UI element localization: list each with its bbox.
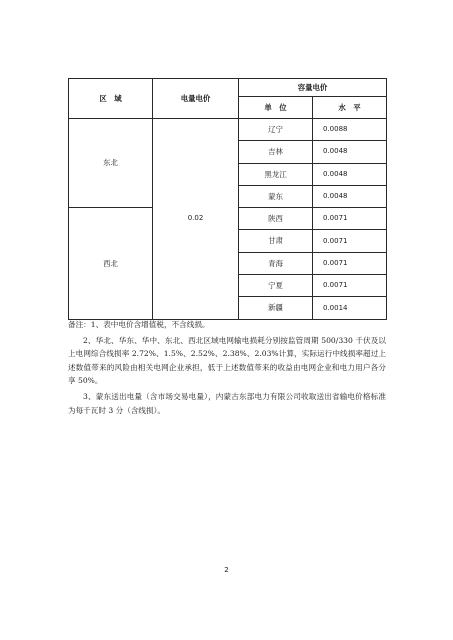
header-unit: 单 位	[239, 97, 313, 119]
level-cell: 0.0071	[313, 208, 387, 230]
unit-cell: 新疆	[239, 297, 313, 319]
header-region: 区 域	[69, 79, 153, 119]
unit-cell: 吉林	[239, 141, 313, 163]
level-cell: 0.0048	[313, 163, 387, 185]
level-cell: 0.0048	[313, 185, 387, 207]
unit-cell: 甘肃	[239, 230, 313, 252]
unit-cell: 青海	[239, 252, 313, 274]
page-number: 2	[224, 566, 229, 574]
note-1: 备注：1、表中电价含增值税，不含线损。	[68, 320, 210, 329]
unit-cell: 辽宁	[239, 119, 313, 141]
energy-price-cell: 0.02	[153, 119, 239, 320]
unit-cell: 蒙东	[239, 185, 313, 207]
region-cell: 西北	[69, 208, 153, 319]
table-row	[69, 119, 387, 141]
note-3: 3、蒙东送出电量（含市场交易电量），内蒙古东部电力有限公司收取送出省输电价格标准为每千瓦时 3 分（含线损）。	[68, 391, 386, 415]
unit-cell: 宁夏	[239, 275, 313, 297]
level-cell: 0.0048	[313, 141, 387, 163]
level-cell: 0.0014	[313, 297, 387, 319]
region-cell: 东北	[69, 119, 153, 208]
level-cell: 0.0088	[313, 119, 387, 141]
header-capacity-price: 容量电价	[239, 79, 387, 97]
capacity-price-table	[68, 78, 387, 320]
note-2: 2、华北、华东、华中、东北、西北区域电网输电损耗分别按监管周期 500/330 千伏及以上电网综合线损率 2.72%、1.5%、2.52%、2.38%、2.03%计算，实际运行中线损率超过上述数值带来的风险由相关电网企业承担，低于上述数值带来的收益由电网企业和电力用户各分享 50%。	[68, 335, 386, 386]
level-cell: 0.0071	[313, 275, 387, 297]
unit-cell: 黑龙江	[239, 163, 313, 185]
unit-cell: 陕西	[239, 208, 313, 230]
level-cell: 0.0071	[313, 252, 387, 274]
header-energy-price: 电量电价	[153, 79, 239, 119]
level-cell: 0.0071	[313, 230, 387, 252]
notes-section	[68, 318, 386, 417]
header-level: 水 平	[313, 97, 387, 119]
